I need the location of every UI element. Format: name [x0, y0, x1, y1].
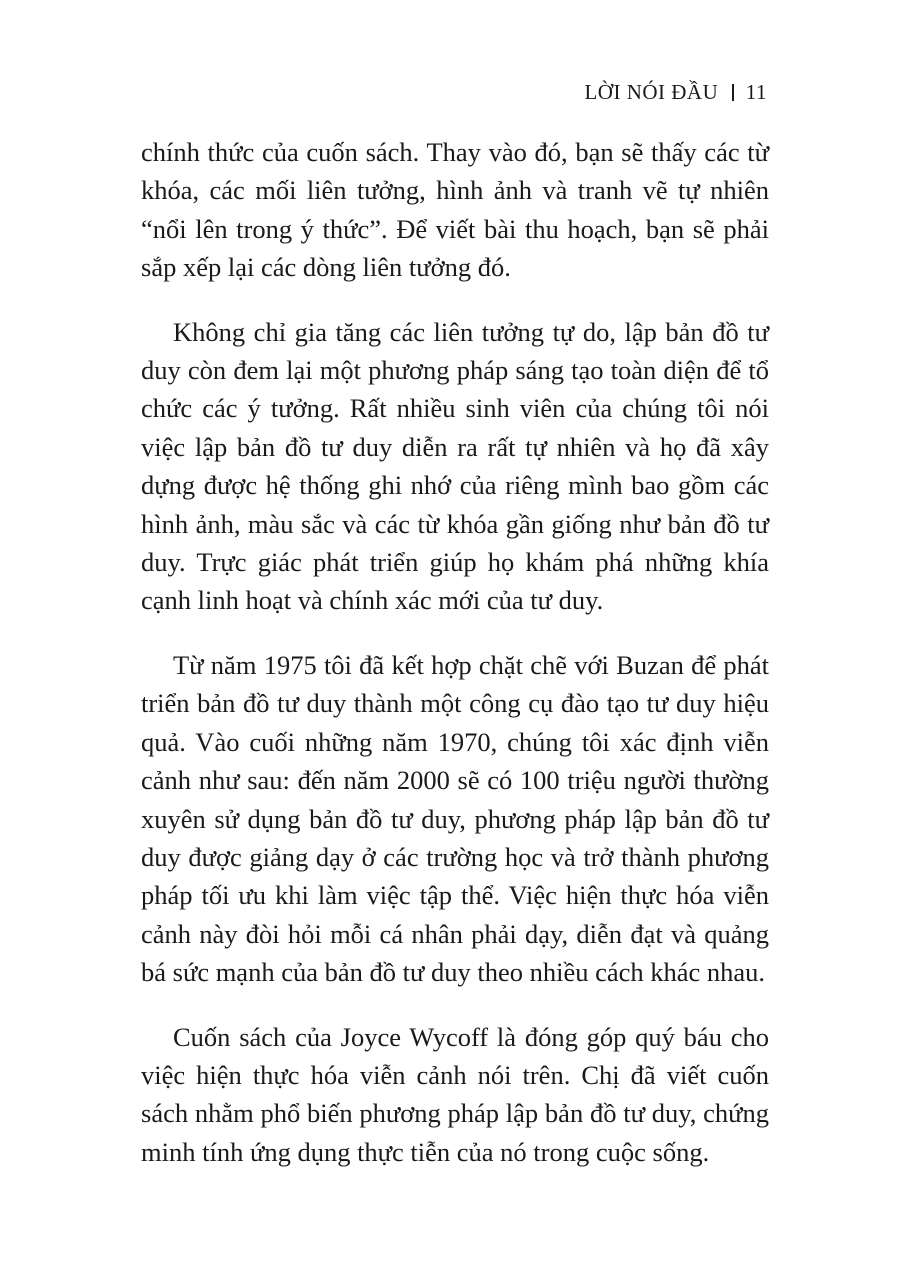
header-divider	[732, 84, 734, 101]
chapter-title: LỜI NÓI ĐẦU	[584, 80, 719, 104]
paragraph: Từ năm 1975 tôi đã kết hợp chặt chẽ với Buzan để phát triển bản đồ tư duy thành một công cụ đào tạo tư duy hiệu quả. Vào cuối những năm 1970, chúng tôi xác định viễn cảnh như sau: đến năm 2000 sẽ có 100 triệu người thường xuyên sử dụng bản đồ tư duy, phương pháp lập bản đồ tư duy được giảng dạy ở các trường học và trở thành phương pháp tối ưu khi làm việc tập thể. Việc hiện thực hóa viễn cảnh này đòi hỏi mỗi cá nhân phải dạy, diễn đạt và quảng bá sức mạnh của bản đồ tư duy theo nhiều cách khác nhau.	[141, 649, 769, 988]
page-number: 11	[745, 80, 767, 104]
running-header	[584, 80, 767, 105]
body-text	[141, 133, 769, 1197]
paragraph: Không chỉ gia tăng các liên tưởng tự do, lập bản đồ tư duy còn đem lại một phương pháp sáng tạo toàn diện để tổ chức các ý tưởng. Rất nhiều sinh viên của chúng tôi nói việc lập bản đồ tư duy diễn ra rất tự nhiên và họ đã xây dựng được hệ thống ghi nhớ của riêng mình bao gồm các hình ảnh, màu sắc và các từ khóa gần giống như bản đồ tư duy. Trực giác phát triển giúp họ khám phá những khía cạnh linh hoạt và chính xác mới của tư duy.	[141, 316, 769, 616]
paragraph-continuation: chính thức của cuốn sách. Thay vào đó, bạn sẽ thấy các từ khóa, các mối liên tưởng, hình ảnh và tranh vẽ tự nhiên “nổi lên trong ý thức”. Để viết bài thu hoạch, bạn sẽ phải sắp xếp lại các dòng liên tưởng đó.	[141, 137, 769, 283]
paragraph: Cuốn sách của Joyce Wycoff là đóng góp quý báu cho việc hiện thực hóa viễn cảnh nói trên. Chị đã viết cuốn sách nhằm phổ biến phương pháp lập bản đồ tư duy, chứng minh tính ứng dụng thực tiễn của nó trong cuộc sống.	[141, 1021, 769, 1167]
